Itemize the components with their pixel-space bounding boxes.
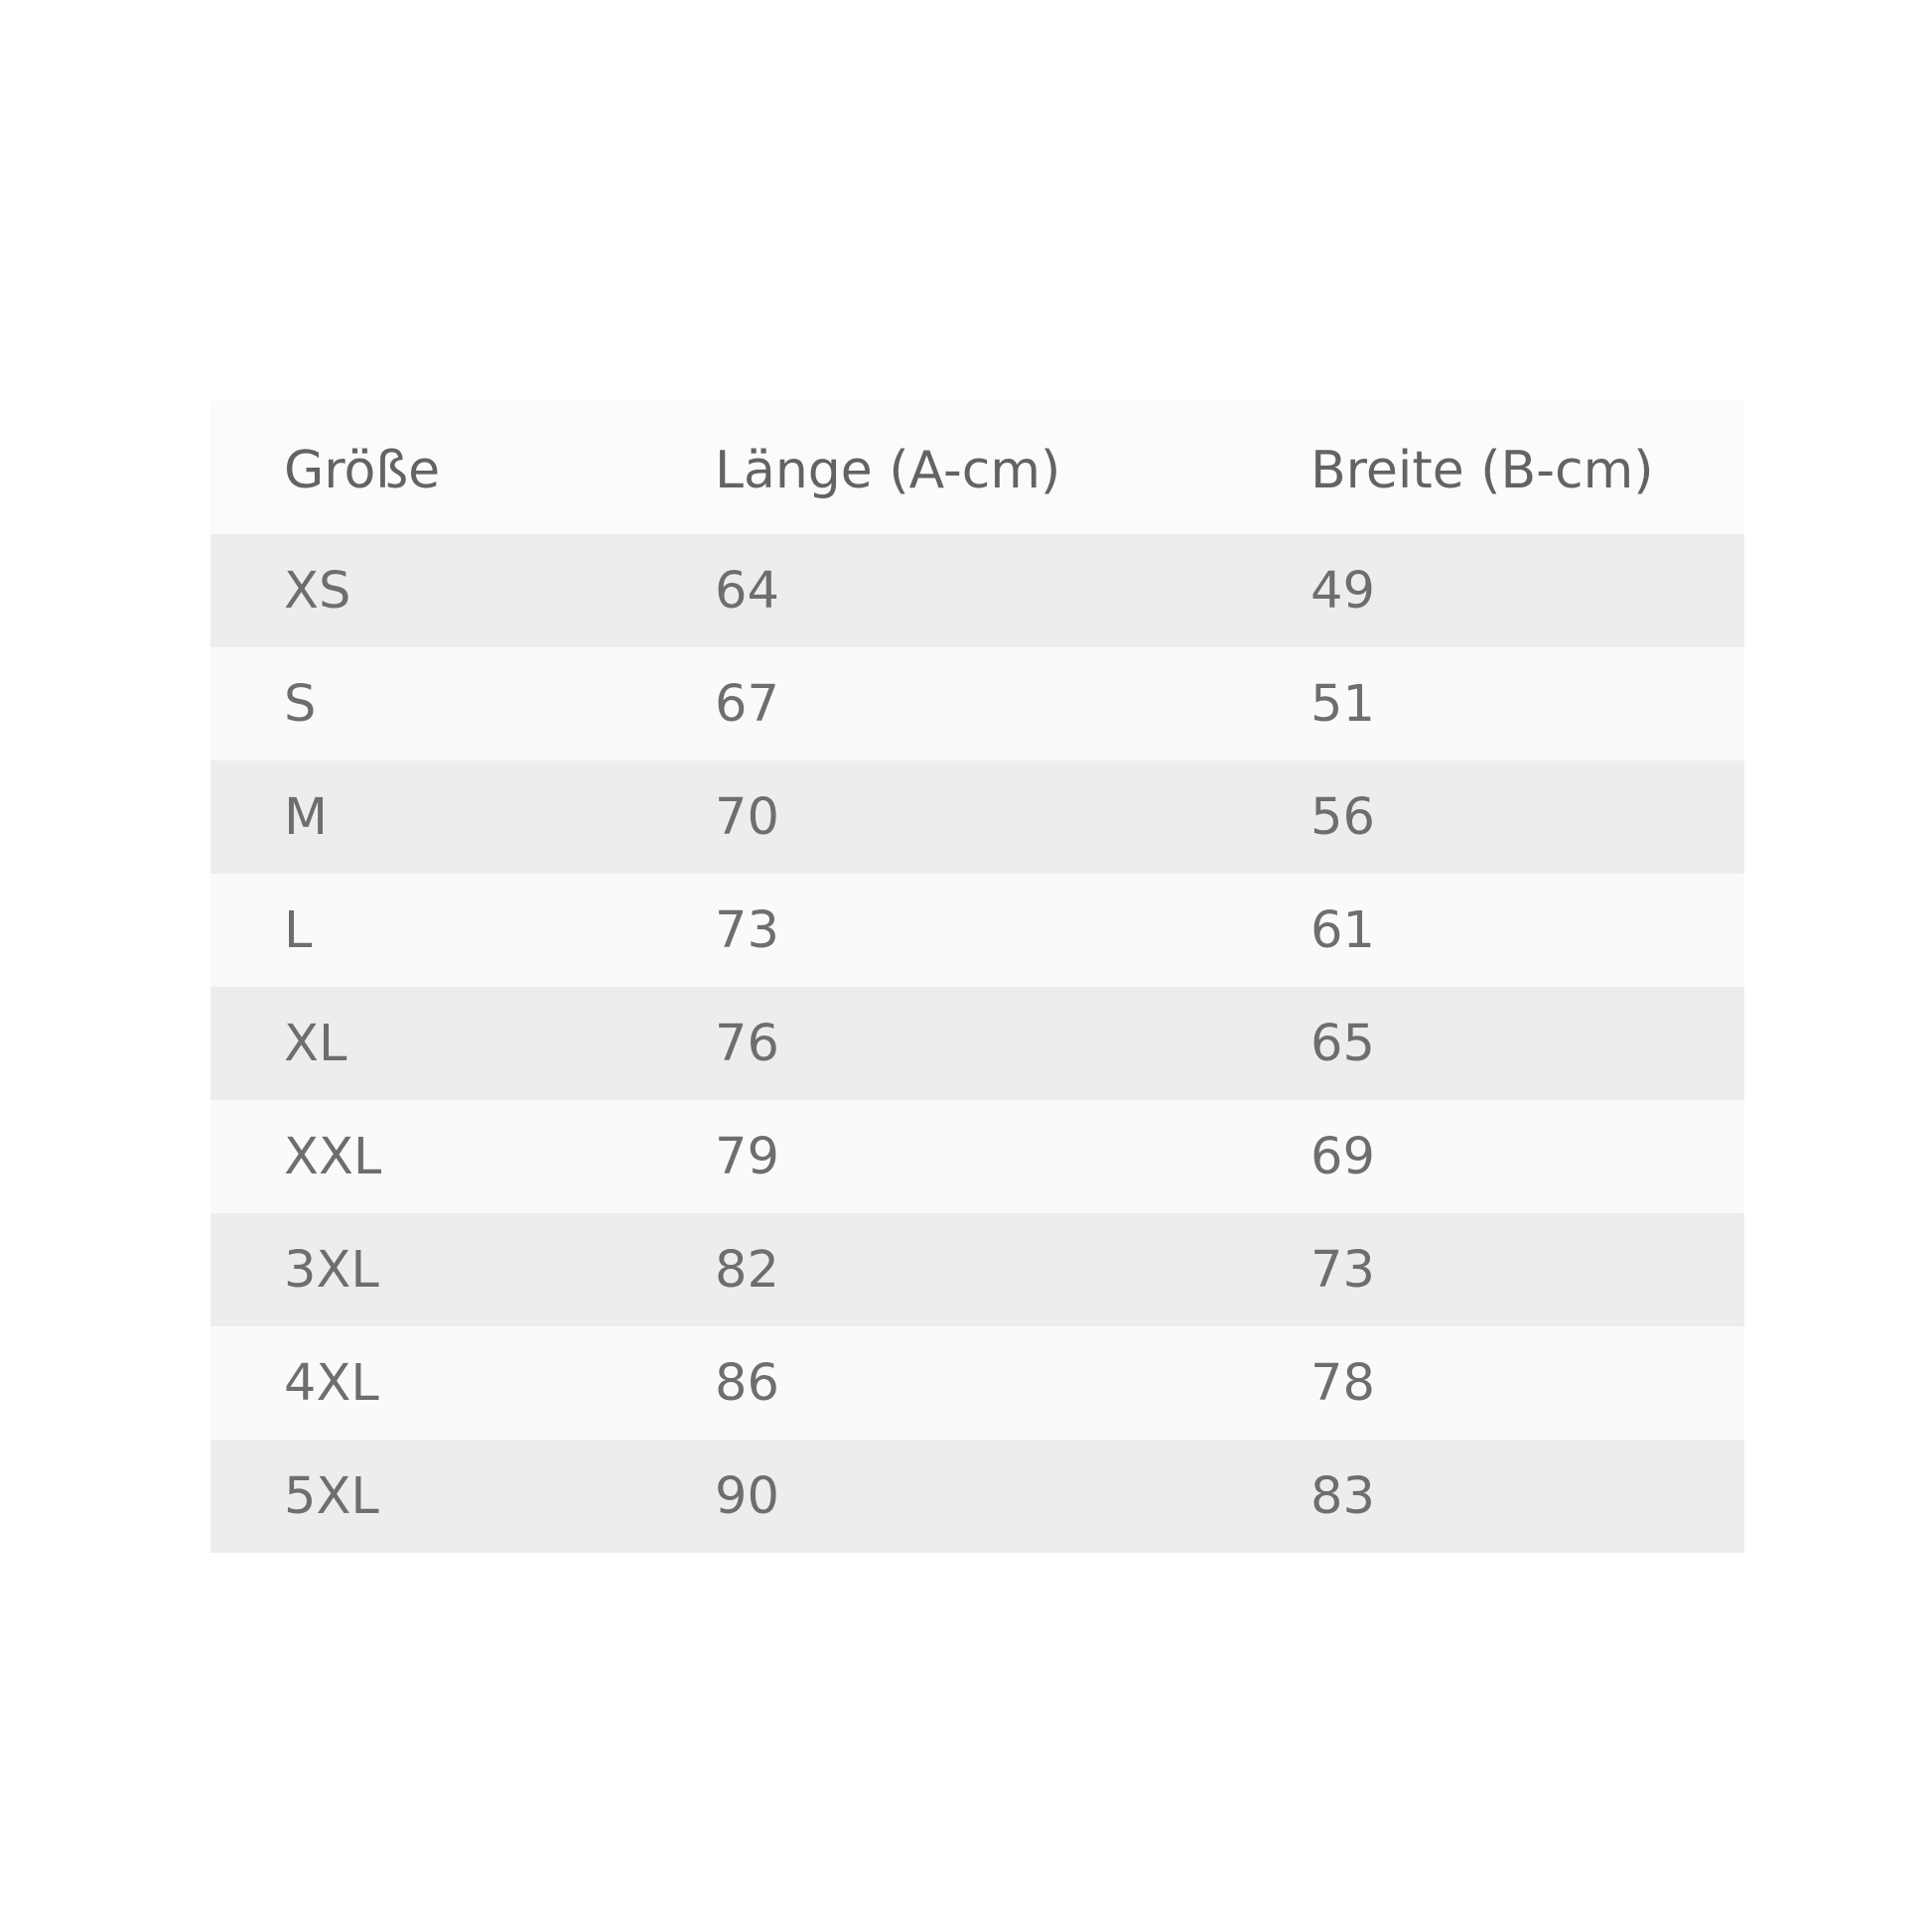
table-row [210, 1100, 1744, 1213]
cell-length: 86 [635, 1326, 1231, 1440]
cell-length: 70 [635, 760, 1231, 874]
column-header-size: Größe [210, 401, 635, 534]
cell-length: 90 [635, 1440, 1231, 1553]
cell-size: L [210, 874, 635, 987]
cell-width: 49 [1231, 534, 1744, 647]
cell-size: 3XL [210, 1213, 635, 1326]
table-header [210, 401, 1744, 534]
cell-width: 78 [1231, 1326, 1744, 1440]
table-row [210, 1326, 1744, 1440]
cell-size: S [210, 647, 635, 760]
cell-width: 56 [1231, 760, 1744, 874]
cell-width: 83 [1231, 1440, 1744, 1553]
table-row [210, 874, 1744, 987]
cell-width: 65 [1231, 987, 1744, 1100]
cell-size: XS [210, 534, 635, 647]
table-row [210, 534, 1744, 647]
cell-length: 64 [635, 534, 1231, 647]
table-row [210, 987, 1744, 1100]
cell-width: 51 [1231, 647, 1744, 760]
cell-length: 79 [635, 1100, 1231, 1213]
cell-width: 61 [1231, 874, 1744, 987]
table-row [210, 647, 1744, 760]
table-body [210, 534, 1744, 1553]
cell-width: 69 [1231, 1100, 1744, 1213]
table-row [210, 1213, 1744, 1326]
cell-size: XXL [210, 1100, 635, 1213]
cell-size: 5XL [210, 1440, 635, 1553]
size-table [210, 401, 1744, 1553]
table-row [210, 760, 1744, 874]
table-row [210, 1440, 1744, 1553]
cell-length: 73 [635, 874, 1231, 987]
cell-width: 73 [1231, 1213, 1744, 1326]
cell-length: 67 [635, 647, 1231, 760]
cell-length: 82 [635, 1213, 1231, 1326]
cell-size: M [210, 760, 635, 874]
column-header-length: Länge (A-cm) [635, 401, 1231, 534]
cell-length: 76 [635, 987, 1231, 1100]
cell-size: 4XL [210, 1326, 635, 1440]
table-header-row [210, 401, 1744, 534]
size-table-container [210, 401, 1744, 1553]
column-header-width: Breite (B-cm) [1231, 401, 1744, 534]
cell-size: XL [210, 987, 635, 1100]
